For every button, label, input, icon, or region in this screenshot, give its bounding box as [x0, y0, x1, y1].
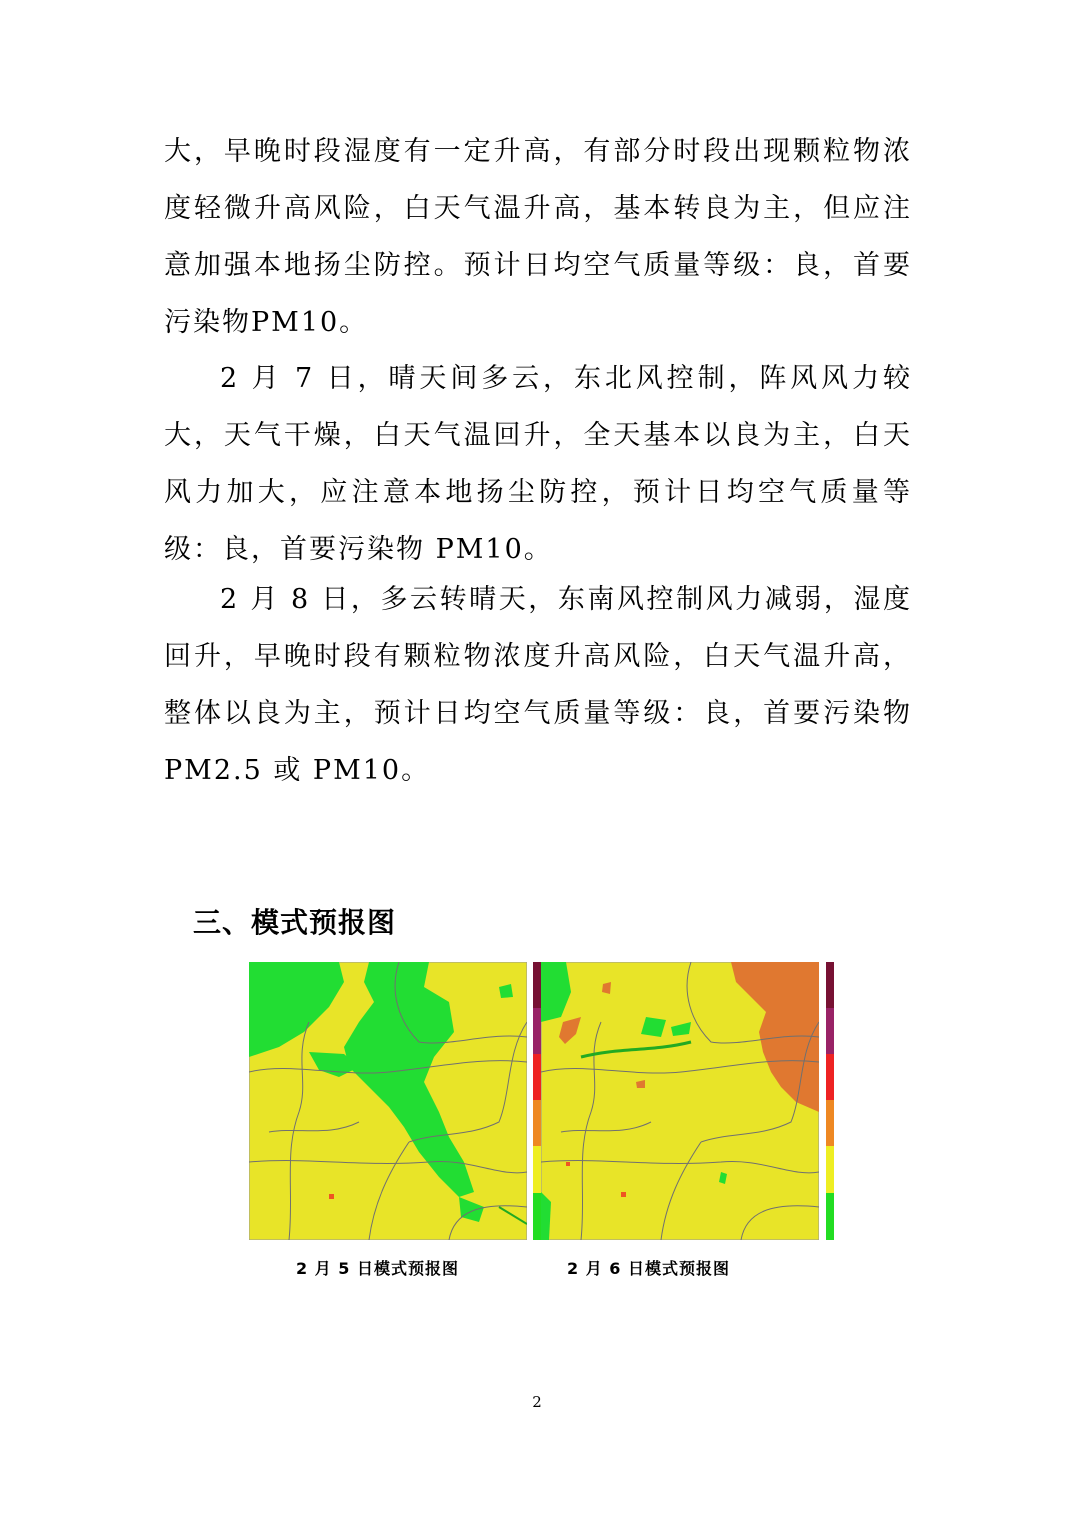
section-heading: 三、模式预报图 — [193, 906, 397, 939]
aqi-colorbar — [533, 962, 541, 1240]
paragraph-feb8: 2 月 8 日，多云转晴天，东南风控制风力减弱，湿度回升，早晚时段有颗粒物浓度升高风险，白天气温升高，整体以良为主，预计日均空气质量等级：良，首要污染物 PM2.5 或 PM10。 — [164, 584, 912, 786]
figure-caption-feb5: 2 月 5 日模式预报图 — [296, 1259, 459, 1278]
forecast-map-feb5 — [249, 962, 527, 1240]
paragraph-1: 大，早晚时段湿度有一定升高，有部分时段出现颗粒物浓度轻微升高风险，白天气温升高，基本转良为主，但应注意加强本地扬尘防控。预计日均空气质量等级：良，首要污染物PM10。 — [164, 136, 912, 338]
paragraph-feb7: 2 月 7 日，晴天间多云，东北风控制，阵风风力较大，天气干燥，白天气温回升，全天基本以良为主，白天风力加大，应注意本地扬尘防控，预计日均空气质量等级：良，首要污染物 PM10。 — [164, 363, 912, 565]
aqi-colorbar — [826, 962, 834, 1240]
forecast-map-feb6 — [541, 962, 819, 1240]
page-number: 2 — [532, 1393, 542, 1411]
figure-caption-feb6: 2 月 6 日模式预报图 — [567, 1259, 730, 1278]
